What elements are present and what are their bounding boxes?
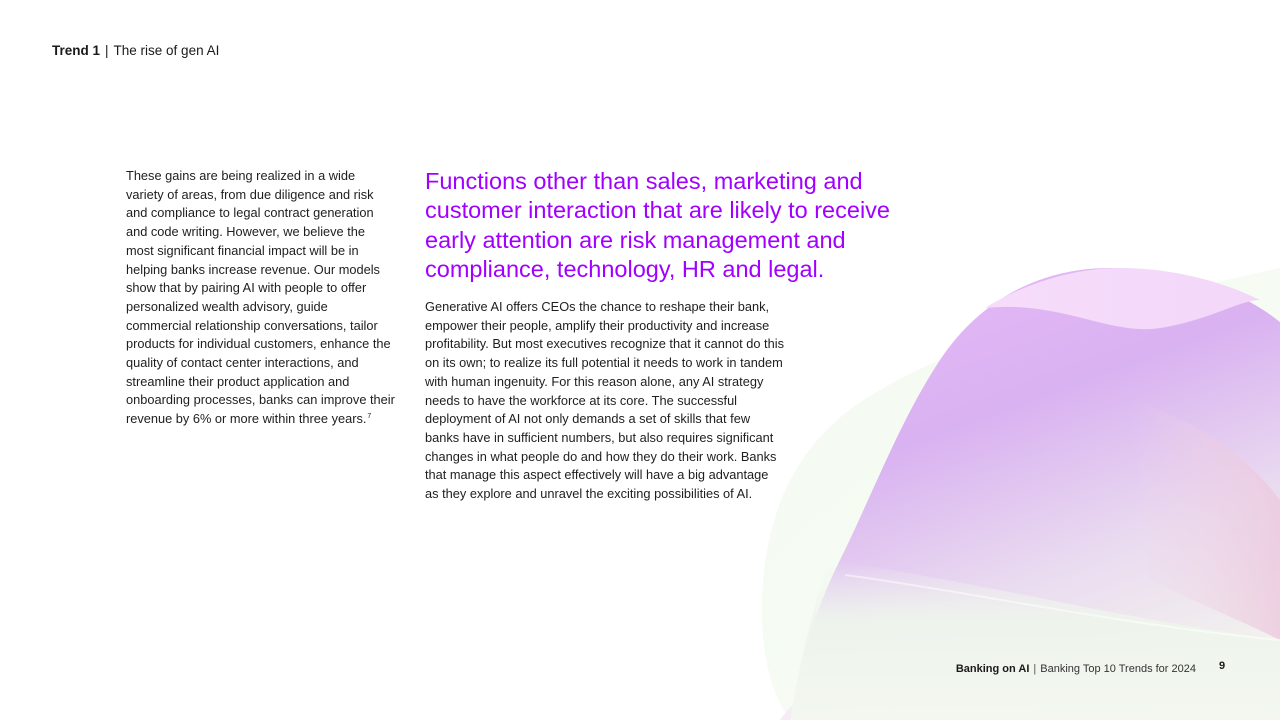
header-separator: | xyxy=(105,43,109,58)
footer-subtitle: Banking Top 10 Trends for 2024 xyxy=(1040,663,1196,675)
page-number: 9 xyxy=(1219,660,1226,672)
left-body-text: These gains are being realized in a wide variety of areas, from due diligence and risk and compliance to legal contract generation and code writing. However, we believe the most significant financial impact will be in helping banks increase revenue. Our models show that by pairing AI with people to offer personalized wealth advisory, guide commercial relationship conversations, tailor products for individual customers, enhance the quality of contact center interactions, and streamline their product application and onboarding processes, banks can improve their revenue by 6% or more within three years. xyxy=(126,168,395,427)
pull-quote: Functions other than sales, marketing and customer interaction that are likely to receive early attention are risk management and compliance, technology, HR and legal. xyxy=(425,168,890,282)
right-body-paragraph: Generative AI offers CEOs the chance to reshape their bank, empower their people, amplify their productivity and increase profitability. But most executives recognize that it cannot do this on its own; to realize its full potential it needs to work in tandem with human ingenuity. For this reason alone, any AI strategy needs to have the workforce at its core. The successful deployment of AI not only demands a set of skills that few banks have in sufficient numbers, but also requires significant changes in what people do and how they do their work. Banks that manage this aspect effectively will have a big advantage as they explore and unravel the exciting possibilities of AI. xyxy=(425,299,784,502)
footer-separator: | xyxy=(1033,663,1037,675)
footer-brand: Banking on AI xyxy=(955,663,1030,675)
left-body-paragraph xyxy=(126,167,396,429)
trend-label: Trend 1 xyxy=(52,43,101,58)
section-title: The rise of gen AI xyxy=(113,43,220,58)
running-footer xyxy=(956,662,1196,676)
footnote-reference: 7 xyxy=(367,413,372,421)
running-header xyxy=(52,43,219,59)
